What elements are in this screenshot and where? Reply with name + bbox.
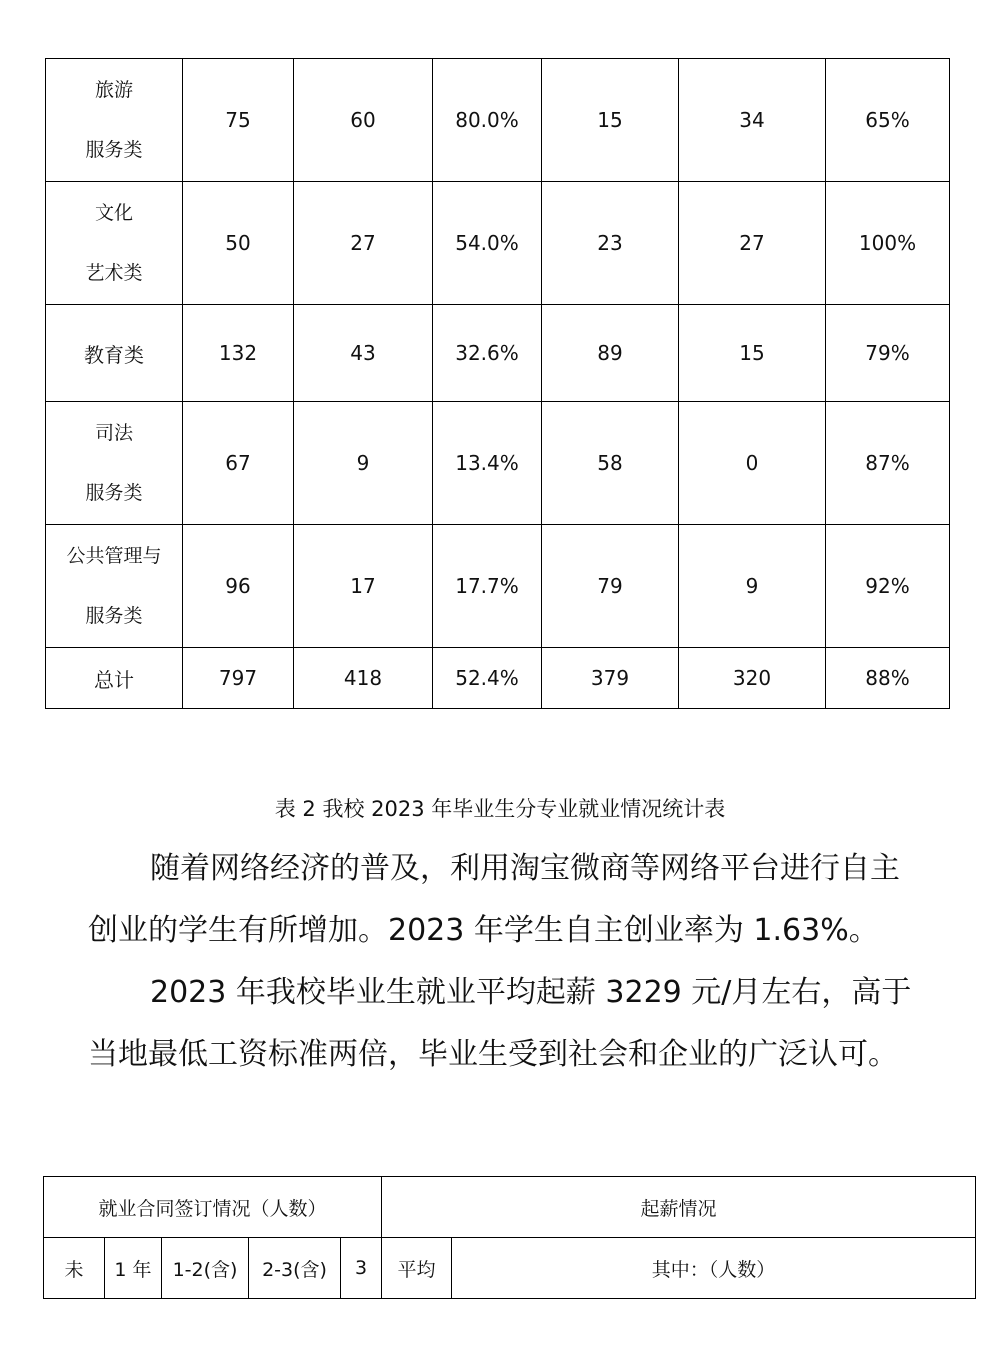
table-row [46,305,950,402]
table-cell: 13.4% [433,402,542,525]
category-cell: 文化 艺术类 [46,182,183,305]
table-cell: 797 [183,648,294,709]
table-cell: 54.0% [433,182,542,305]
table-cell: 132 [183,305,294,402]
header-salary: 起薪情况 [382,1177,976,1238]
table-row [46,525,950,648]
table-cell: 88% [826,648,950,709]
table-cell: 100% [826,182,950,305]
table-cell: 15 [542,59,679,182]
table-cell: 79% [826,305,950,402]
table-cell: 87% [826,402,950,525]
table-cell: 34 [679,59,826,182]
table-cell: 43 [294,305,433,402]
subheader-cell: 1-2(含) [162,1238,249,1299]
employment-by-major-table [45,58,950,709]
table-cell: 52.4% [433,648,542,709]
table-subheader-row [44,1238,976,1299]
subheader-cell: 未 [44,1238,105,1299]
table-cell: 23 [542,182,679,305]
table-cell: 79 [542,525,679,648]
category-cell: 司法 服务类 [46,402,183,525]
table-caption: 表 2 我校 2023 年毕业生分专业就业情况统计表 [274,797,726,821]
table-cell: 60 [294,59,433,182]
paragraph: 随着网络经济的普及，利用淘宝微商等网络平台进行自主创业的学生有所增加。2023 年学生自主创业率为 1.63%。 [88,851,900,948]
table-cell: 418 [294,648,433,709]
table-cell: 379 [542,648,679,709]
paragraph: 2023 年我校毕业生就业平均起薪 3229 元/月左右，高于当地最低工资标准两倍，毕业生受到社会和企业的广泛认可。 [88,975,912,1072]
table-cell: 50 [183,182,294,305]
table-cell: 75 [183,59,294,182]
table-row [46,182,950,305]
table-cell: 67 [183,402,294,525]
table-cell: 9 [294,402,433,525]
table-cell: 27 [294,182,433,305]
table-cell: 0 [679,402,826,525]
table-cell: 15 [679,305,826,402]
category-cell: 总计 [46,648,183,709]
table-cell: 17.7% [433,525,542,648]
header-contract: 就业合同签订情况（人数） [44,1177,382,1238]
table-row [46,59,950,182]
subheader-cell: 其中：（人数） [452,1238,976,1299]
category-cell: 旅游 服务类 [46,59,183,182]
category-cell: 教育类 [46,305,183,402]
subheader-cell: 3 [341,1238,382,1299]
table-row [46,402,950,525]
table-cell: 17 [294,525,433,648]
table-row-total [46,648,950,709]
table-cell: 27 [679,182,826,305]
table-cell: 58 [542,402,679,525]
table-cell: 320 [679,648,826,709]
subheader-cell: 平均 [382,1238,452,1299]
table-cell: 65% [826,59,950,182]
category-cell: 公共管理与 服务类 [46,525,183,648]
table-cell: 9 [679,525,826,648]
table-cell: 96 [183,525,294,648]
table-header-row [44,1177,976,1238]
subheader-cell: 1 年 [105,1238,162,1299]
table-cell: 89 [542,305,679,402]
subheader-cell: 2-3(含) [249,1238,341,1299]
table-cell: 32.6% [433,305,542,402]
contract-salary-table [43,1176,976,1299]
table-cell: 80.0% [433,59,542,182]
table-cell: 92% [826,525,950,648]
